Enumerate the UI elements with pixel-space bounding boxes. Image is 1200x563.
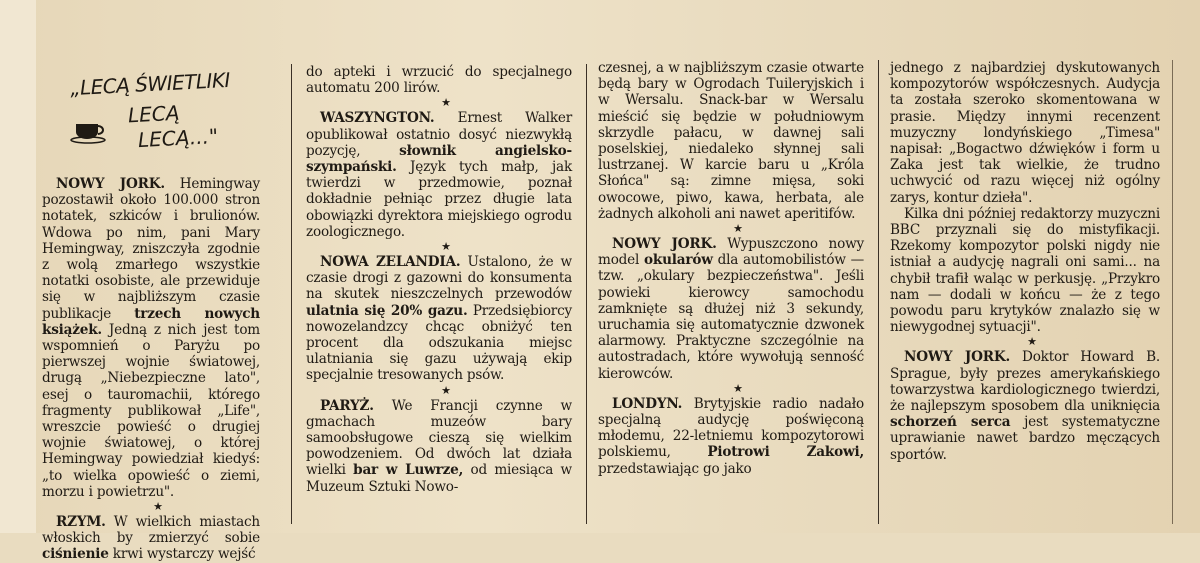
- page-edge-rule: [1172, 60, 1173, 524]
- headline-line-2: LECĄ: [127, 100, 181, 128]
- separator-star: ★: [153, 500, 163, 514]
- separator-star: ★: [441, 240, 451, 254]
- column-headline: [60, 66, 230, 156]
- torn-margin: [0, 0, 36, 533]
- headline-line-3: LECĄ...": [137, 123, 219, 153]
- headline-line-1: „LECĄ ŚWIETLIKI: [69, 67, 231, 101]
- article-waszyngton: WASZYNGTON. Ernest Walker opublikował ostatnio dosyć niezwykłą pozycję, słownik angielsko-szympański. Język tych małp, jak twierdzi w przedmowie, poznał dokładnie pełniąc przez długie lata obowiązki dyrektora miejskiego ogrodu zoologicznego.: [306, 110, 572, 240]
- article-hemingway: NOWY JORK. Hemingway pozostawił około 100.000 stron notatek, szkiców i brulionów. Wdowa po nim, pani Mary Hemingway, zniszczyła zgodnie z wolą zmarłego wszystkie notatki osobiste, ale przewiduje się w najbliższym czasie publikacje trzech nowych książek. Jedną z nich jest tom wspomnień o Paryżu po pierwszej wojnie światowej, drugą „Niebezpieczne lato", esej o tauromachii, którego fragmenty publikował „Life", wreszcie powieść o drugiej wojnie światowej, o której Hemingway powiedział kiedyś: „to wielka opowieść o ziemi, morzu i powietrzu".: [42, 176, 260, 500]
- article-okulary: NOWY JORK. Wypuszczono nowy model okularów dla automobilistów — tzw. „okulary bezpieczeństwa". Jeśli powieki kierowcy samochodu zamknięte są dłużej niż 3 sekundy, uruchamia się automatycznie dzwonek alarmowy. Praktyczne szczególnie na autostradach, które wywołują senność kierowców.: [598, 236, 864, 382]
- column-rule: [291, 64, 292, 524]
- coffee-cup-icon: [70, 114, 110, 144]
- separator-star: ★: [733, 381, 743, 395]
- column-rule: [878, 60, 879, 524]
- separator-star: ★: [441, 383, 451, 397]
- article-rzym-cont: do apteki i wrzucić do specjalnego automatu 200 lirów.: [306, 64, 572, 97]
- article-paryz: PARYŻ. We Francji czynne w gmachach muzeów bary samoobsługowe cieszą się wielkim powodzeniem. Od dwóch lat działa wielki bar w Luwrze, od miesiąca w Muzeum Sztuki Nowo-: [306, 397, 572, 495]
- separator-star: ★: [1027, 335, 1037, 349]
- article-rzym: RZYM. W wielkich miastach włoskich by zmierzyć sobie ciśnienie krwi wystarczy wejść: [42, 514, 260, 563]
- column-4: [890, 60, 1160, 463]
- separator-star: ★: [733, 222, 743, 236]
- column-3: [598, 60, 864, 477]
- article-londyn-cont: jednego z najbardziej dyskutowanych kompozytorów współczesnych. Audycja ta została szeroko skomentowana w prasie. Między innymi recenzent muzyczny londyńskiego „Timesa" napisał: „Bogactwo dźwięków i form u Zaka jest tak wielkie, że trudno uchwycić od razu więcej niż ogólny zarys, kontur dzieła".: [890, 60, 1160, 206]
- article-sprague: NOWY JORK. Doktor Howard B. Sprague, były prezes amerykańskiego towarzystwa kardiologicznego twierdzi, że najlepszym sposobem dla uniknięcia schorzeń serca jest systematyczne uprawianie nawet bardzo męczących sportów.: [890, 349, 1160, 463]
- separator-star: ★: [441, 96, 451, 110]
- article-nowa-zelandia: NOWA ZELANDIA. Ustalono, że w czasie drogi z gazowni do konsumenta na skutek nieszczelnych przewodów ulatnia się 20% gazu. Przedsiębiorcy nowozelandzcy chcąc obniżyć ten procent dla odszukania miejsc ulatniania się gazu używają ekip specjalnie tresowanych psów.: [306, 254, 572, 384]
- article-bbc: Kilka dni później redaktorzy muzyczni BBC przyznali się do mistyfikacji. Rzekomy kompozytor polski nigdy nie istniał a audycję nagrali oni sami... na chybił trafił waląc w perkusję. „Przykro nam — dodali w końcu — że z tego powodu paru krytyków znalazło się w niewygodnej sytuacji".: [890, 205, 1160, 336]
- article-londyn: LONDYN. Brytyjskie radio nadało specjalną audycję poświęconą młodemu, 22-letniemu kompozytorowi polskiemu, Piotrowi Zakowi, przedstawiając go jako: [598, 395, 864, 477]
- column-1: [42, 176, 260, 563]
- article-paryz-cont: czesnej, a w najbliższym czasie otwarte będą bary w Ogrodach Tuileryjskich i w Wersalu. Snack-bar w Wersalu mieścić się będzie w południowym skrzydle pałacu, w dawnej sali poselskiej, niedaleko słynnej sali lustrzanej. W karcie baru u „Króla Słońca" są: zimne mięsa, soki owocowe, piwo, kawa, herbata, ale żadnych alkoholi ani nawet aperitifów.: [598, 60, 864, 222]
- column-rule: [586, 64, 587, 524]
- column-2: [306, 64, 572, 495]
